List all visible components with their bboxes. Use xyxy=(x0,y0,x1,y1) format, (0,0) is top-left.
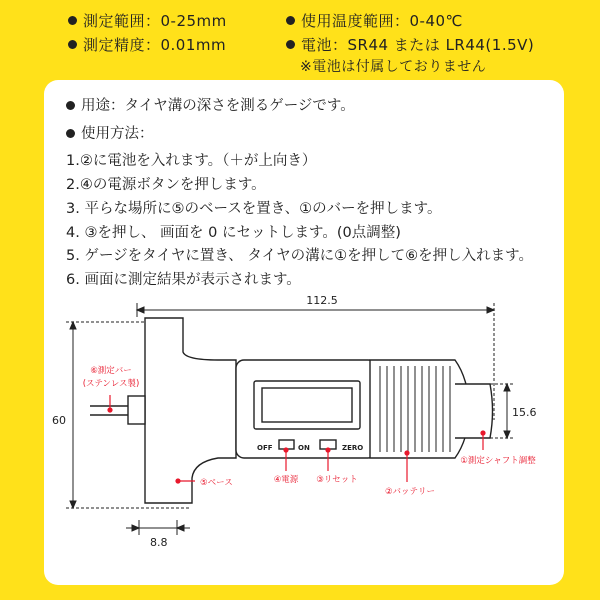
arrow-up-icon xyxy=(70,322,76,329)
label-battery: ②バッテリー xyxy=(384,487,436,497)
zero-label: ZERO xyxy=(342,444,364,452)
label-reset: ③リセット xyxy=(316,475,358,485)
spec-battery-note: ※電池は付属しておりません xyxy=(300,59,487,75)
purpose-line: 用途：タイヤ溝の深さを測るゲージです。 xyxy=(66,94,355,115)
spec-temperature: 使用温度範囲：0-40℃ xyxy=(286,10,463,31)
label-base: ⑤ベース xyxy=(200,478,233,488)
arrow-down-icon xyxy=(70,501,76,508)
label-power: ④電源 xyxy=(273,475,299,485)
label-shaft-adjust: ①測定シャフト調整 xyxy=(460,456,536,466)
dimension-shaft-label: 15.6 xyxy=(512,406,537,419)
label-measuring-bar: ⑥測定バー xyxy=(90,366,132,376)
label-measuring-bar-material: (ステンレス製) xyxy=(82,379,140,389)
spec-precision: 測定精度：0.01mm xyxy=(68,34,226,55)
on-label: ON xyxy=(298,444,310,452)
step-2: 2.④の電源ボタンを押します。 xyxy=(66,177,266,193)
dimension-length-label: 112.5 xyxy=(306,294,338,307)
step-6: 6. 画面に測定結果が表示されます。 xyxy=(66,272,301,288)
dimension-height-label: 60 xyxy=(52,414,66,427)
step-5: 5. ゲージをタイヤに置き、 タイヤの溝に①を押して⑥を押し入れます。 xyxy=(66,248,533,264)
arrow-right-icon xyxy=(487,307,494,313)
step-4: 4. ③を押し、 画面を 0 にセットします。(0点調整) xyxy=(66,225,401,241)
step-1: 1.②に電池を入れます。（＋が上向き） xyxy=(66,153,317,169)
step-3: 3. 平らな場所に⑤のベースを置き、①のバーを押します。 xyxy=(66,201,442,217)
spec-range: 測定範囲：0-25mm xyxy=(68,10,227,31)
arrow-left-icon xyxy=(137,307,144,313)
dimension-base-label: 8.8 xyxy=(150,536,168,549)
off-label: OFF xyxy=(257,444,273,452)
lcd-display xyxy=(262,388,352,422)
spec-battery: 電池：SR44 または LR44(1.5V) xyxy=(286,34,534,55)
usage-heading: 使用方法： xyxy=(66,122,154,143)
